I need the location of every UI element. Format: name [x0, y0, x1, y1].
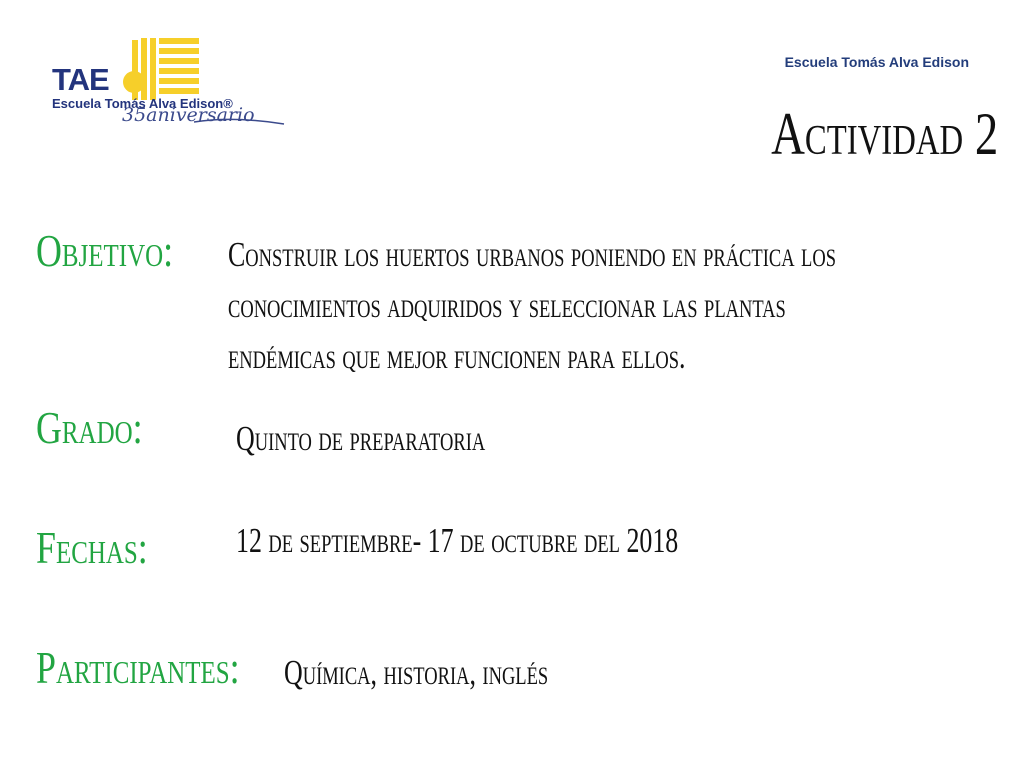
- activity-title: Actividad 2: [770, 101, 998, 167]
- school-logo: [44, 34, 314, 164]
- objective-label: Objetivo:: [36, 225, 174, 276]
- objective-text: [228, 230, 909, 382]
- objective-line: conocimientos adquiridos y seleccionar las plantas: [228, 285, 786, 325]
- dates-value: 12 de septiembre- 17 de octubre del 2018: [236, 521, 679, 560]
- grade-label: Grado:: [36, 402, 143, 453]
- objective-line: endémicas que mejor funcionen para ellos.: [228, 336, 686, 376]
- objective-line: Construir los huertos urbanos poniendo en práctica los: [228, 235, 836, 274]
- school-name-header: Escuela Tomás Alva Edison: [784, 54, 969, 70]
- participants-label: Participantes:: [36, 642, 240, 693]
- logo-school-name: Escuela Tomás Alva Edison®: [52, 96, 233, 111]
- dates-label: Fechas:: [36, 522, 148, 573]
- logo-anniversary: 35aniversario: [122, 104, 255, 126]
- participants-value: Química, historia, inglés: [284, 653, 549, 692]
- logo-acronym: TAE: [52, 62, 109, 97]
- grade-value: Quinto de preparatoria: [236, 419, 486, 458]
